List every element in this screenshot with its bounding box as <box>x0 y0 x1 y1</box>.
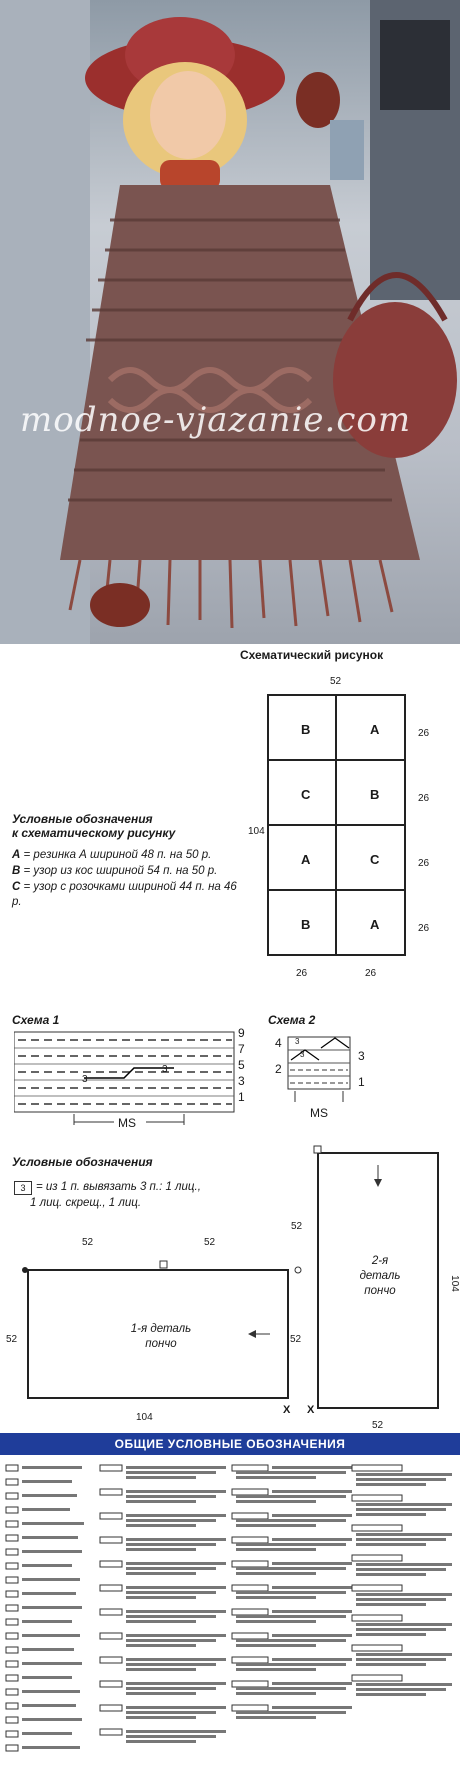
piece2-bottom-dim: 52 <box>372 1420 384 1431</box>
piece1-top-right-dim: 52 <box>204 1237 216 1248</box>
legend-heading-1: Условные обозначения <box>12 812 153 826</box>
grid-cell: C <box>301 787 311 802</box>
model-photo <box>0 0 460 644</box>
grid-cell: A <box>370 722 380 737</box>
row-height: 26 <box>418 923 430 934</box>
piece1-left-dim: 52 <box>6 1334 18 1345</box>
symbol-text-2: 1 лиц. скрещ., 1 лиц. <box>30 1197 142 1209</box>
piece2-x-mark: X <box>307 1404 315 1416</box>
poncho-illustration <box>0 0 460 644</box>
col-width: 26 <box>365 968 377 979</box>
cable-symbol: 3 <box>14 1181 32 1195</box>
scheme2-ms: MS <box>310 1106 328 1120</box>
grid-cell: B <box>301 722 311 737</box>
legend-item-a: A = резинка А шириной 48 п. на 50 р. <box>12 849 212 861</box>
legend-heading-2: к схематическому рисунку <box>12 826 176 840</box>
scheme1-row-num: 3 <box>238 1074 245 1088</box>
row-height: 26 <box>418 858 430 869</box>
general-symbols-table <box>0 1455 460 1771</box>
row-height: 26 <box>418 793 430 804</box>
schematic-title: Схематический рисунок <box>240 648 384 662</box>
symbols-glyph-grid <box>0 1455 460 1771</box>
scheme1-row-num: 1 <box>238 1090 245 1104</box>
scheme1-row-num: 5 <box>238 1058 245 1072</box>
grid-cell: C <box>370 852 380 867</box>
grid-cell: A <box>370 917 380 932</box>
scheme1-row-num: 9 <box>238 1026 245 1040</box>
scheme2-cell-num: 3 <box>295 1037 300 1046</box>
scheme2-row-num: 3 <box>358 1049 365 1063</box>
legend-item-b: B = узор из кос шириной 54 п. на 50 р. <box>12 865 218 877</box>
scheme1-title: Схема 1 <box>12 1013 60 1027</box>
site-watermark: modnoe-vjazanie.com <box>20 400 412 440</box>
piece1-x-mark: X <box>283 1404 291 1416</box>
schematic-height: 104 <box>248 826 265 837</box>
scheme2-row-num: 1 <box>358 1075 365 1089</box>
piece1-top-left-dim: 52 <box>82 1237 94 1248</box>
general-symbols-banner: ОБЩИЕ УСЛОВНЫЕ ОБОЗНАЧЕНИЯ <box>0 1433 460 1455</box>
scheme2-row-num: 2 <box>275 1062 282 1076</box>
piece2-label: 2-я деталь пончо <box>359 1255 401 1297</box>
legend-item-c: C = узор с розочками шириной 44 п. на 46 р. <box>12 881 237 908</box>
scheme1-cable-num: 3 <box>162 1064 168 1075</box>
col-width: 26 <box>296 968 308 979</box>
scheme2-row-num: 4 <box>275 1036 282 1050</box>
grid-cell: A <box>301 852 311 867</box>
piece2-right-dim: 104 <box>448 1275 460 1292</box>
piece1-label: 1-я деталь пончо <box>130 1323 192 1350</box>
piece2-left-dim: 52 <box>291 1221 303 1232</box>
grid-cell: B <box>301 917 311 932</box>
scheme2-title: Схема 2 <box>268 1013 316 1027</box>
symbol-text-1: = из 1 п. вывязать 3 п.: 1 лиц., <box>36 1181 201 1193</box>
schematic-diagram <box>265 690 415 960</box>
symbols-heading: Условные обозначения <box>12 1155 153 1169</box>
scheme1-row-num: 7 <box>238 1042 245 1056</box>
grid-cell: B <box>370 787 380 802</box>
scheme1-ms: MS <box>118 1116 136 1130</box>
piece1-right-dim: 52 <box>290 1334 302 1345</box>
scheme2-cell-num: 3 <box>300 1050 305 1059</box>
schematic-top-width: 52 <box>330 676 342 687</box>
piece1-bottom-dim: 104 <box>136 1412 153 1423</box>
scheme1-chart <box>14 1030 244 1128</box>
scheme2-chart <box>287 1036 353 1106</box>
row-height: 26 <box>418 728 430 739</box>
scheme1-cable-num: 3 <box>82 1074 88 1085</box>
